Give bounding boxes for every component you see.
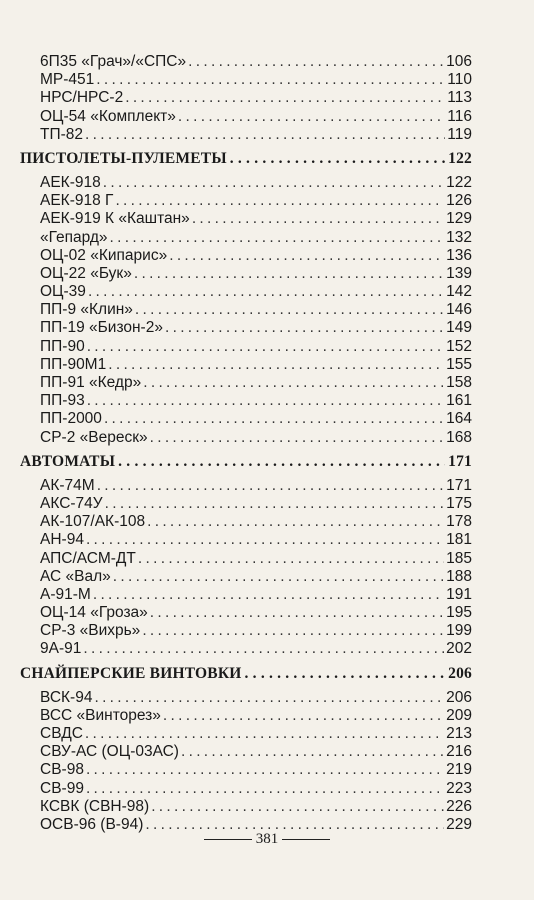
entry-title: ПП-91 «Кедр» [40,374,142,391]
entry-title: ОЦ-39 [40,283,86,301]
page-ref: 185 [446,549,472,567]
toc-entry [40,531,472,549]
page-ref: 206 [446,688,472,706]
dot-leader [135,301,444,319]
section-title: АВТОМАТЫ [20,452,116,470]
toc-entry [40,89,472,107]
page-ref: 206 [448,664,472,682]
dot-leader [142,622,444,640]
toc-entry [40,689,472,707]
dot-leader [151,798,444,816]
dot-leader [108,356,444,374]
dot-leader [85,126,445,144]
toc-entry [40,392,472,410]
entry-title: ОЦ-14 «Гроза» [40,604,148,622]
toc-entry [40,550,472,568]
page-ref: 119 [447,125,472,143]
section-title: ПИСТОЛЕТЫ-ПУЛЕМЕТЫ [20,149,227,167]
entry-title: ПП-90М1 [40,355,107,373]
page-ref: 178 [446,513,472,531]
page-ref: 171 [448,452,472,470]
dot-leader [86,780,444,798]
page-ref: 132 [446,228,472,246]
page-number: 381 [255,831,279,847]
footer-rule-left [204,839,252,840]
entry-title: ПП-2000 [40,410,102,428]
toc-entry [40,410,472,428]
toc-entry [40,174,472,192]
dot-leader [163,707,444,725]
toc-entry [40,265,472,283]
entry-title: ОЦ-22 «Бук» [40,264,132,282]
dot-leader [178,108,445,126]
entry-title: ОЦ-54 «Комплект» [40,107,176,125]
entry-title: НРС/НРС-2 [40,89,124,107]
entry-title: 6П35 «Грач»/«СПС» [40,53,187,70]
page-ref: 199 [446,622,472,640]
page-ref: 158 [446,374,472,391]
dot-leader [85,725,444,743]
toc-entry [40,338,472,356]
dot-leader [110,229,445,247]
entry-title: 9А-91 [40,640,82,658]
dot-leader [83,640,444,658]
toc-entry [40,319,472,337]
page-ref: 181 [446,531,472,549]
dot-leader [143,374,444,392]
entry-title: А-91-М [40,585,91,603]
entry-title: СР-3 «Вихрь» [40,622,141,640]
page-ref: 126 [446,192,472,210]
page-ref: 223 [446,779,472,797]
page-ref: 226 [446,797,472,815]
page-ref: 195 [446,604,472,622]
dot-leader [181,743,444,761]
entry-title: ВСС «Винторез» [40,706,161,724]
dot-leader [118,447,445,477]
dot-leader [150,429,445,447]
entry-title: СВ-98 [40,761,84,779]
page-ref: 229 [446,815,472,833]
entry-title: ТП-82 [40,125,84,143]
toc-section-heading [20,144,472,174]
entry-title: КСВК (СВН-98) [40,797,150,815]
dot-leader [103,174,444,192]
entry-title: СР-2 «Вереск» [40,428,148,446]
dot-leader [245,659,446,689]
toc-entry [40,707,472,725]
page-ref: 106 [446,53,472,70]
toc-entry [40,53,472,71]
toc-entry [40,586,472,604]
toc-entry [40,192,472,210]
toc-entry [40,513,472,531]
toc-entry [40,229,472,247]
toc-entry [40,210,472,228]
page-ref: 129 [446,210,472,228]
dot-leader [165,319,444,337]
entry-title: АК-107/АК-108 [40,513,146,531]
entry-title: АК-74М [40,476,95,494]
page-ref: 139 [446,264,472,282]
page-ref: 213 [446,725,472,742]
dot-leader [147,513,444,531]
page-ref: 202 [446,640,472,658]
entry-title: «Гепард» [40,228,108,246]
dot-leader [169,247,444,265]
page-ref: 164 [446,410,472,428]
dot-leader [150,604,444,622]
dot-leader [86,531,444,549]
toc-entry [40,725,472,743]
page-ref: 110 [447,71,472,89]
toc-entry [40,71,472,89]
toc-entry [40,761,472,779]
toc-entry [40,301,472,319]
page-ref: 122 [446,173,472,191]
toc-entry [40,374,472,392]
dot-leader [104,410,444,428]
toc-section-heading [20,447,472,477]
page-ref: 155 [446,355,472,373]
page-ref: 142 [446,283,472,301]
toc-entry [40,798,472,816]
table-of-contents [20,53,472,834]
toc-entry [40,568,472,586]
page-ref: 113 [447,89,472,107]
toc-entry [40,780,472,798]
page-footer [0,831,534,848]
dot-leader [105,495,444,513]
dot-leader [134,265,444,283]
page-ref: 175 [446,494,472,512]
page-ref: 219 [446,761,472,779]
section-title: СНАЙПЕРСКИЕ ВИНТОВКИ [20,664,242,682]
toc-entry [40,108,472,126]
page-ref: 171 [446,476,472,494]
entry-title: АЕК-919 К «Каштан» [40,210,190,228]
entry-title: СВУ-АС (ОЦ-03АС) [40,743,179,761]
toc-entry [40,743,472,761]
page-ref: 116 [447,107,472,125]
dot-leader [96,71,445,89]
entry-title: АН-94 [40,531,84,549]
entry-title: ПП-90 [40,337,85,355]
entry-title: ОЦ-02 «Кипарис» [40,246,168,264]
footer-rule-right [282,839,330,840]
dot-leader [94,689,444,707]
dot-leader [87,392,444,410]
dot-leader [192,210,444,228]
entry-title: АПС/АСМ-ДТ [40,549,136,567]
toc-entry [40,126,472,144]
page-ref: 188 [446,567,472,585]
entry-title: АС «Вал» [40,567,111,585]
toc-entry [40,604,472,622]
entry-title: ПП-93 [40,392,85,410]
entry-title: ВСК-94 [40,688,93,706]
entry-title: АЕК-918 [40,173,101,191]
dot-leader [93,586,444,604]
page-ref: 152 [446,337,472,355]
entry-title: СВДС [40,725,83,742]
dot-leader [138,550,444,568]
toc-entry [40,640,472,658]
entry-title: ПП-19 «Бизон-2» [40,319,163,337]
page-ref: 161 [446,392,472,410]
toc-entry [40,247,472,265]
dot-leader [125,89,445,107]
dot-leader [88,283,444,301]
page-ref: 136 [446,246,472,264]
page-ref: 122 [448,149,472,167]
dot-leader [97,477,444,495]
page-ref: 216 [446,743,472,761]
page-ref: 191 [446,585,472,603]
entry-title: ПП-9 «Клин» [40,301,133,319]
page-ref: 149 [446,319,472,337]
toc-entry [40,622,472,640]
entry-title: АЕК-918 Г [40,192,114,210]
toc-entry [40,356,472,374]
page-ref: 209 [446,706,472,724]
toc-entry [40,429,472,447]
entry-title: ОСВ-96 (В-94) [40,815,144,833]
dot-leader [188,53,444,71]
page-ref: 168 [446,428,472,446]
toc-section-heading [20,659,472,689]
dot-leader [230,144,445,174]
toc-entry [40,477,472,495]
toc-entry [40,283,472,301]
toc-entry [40,495,472,513]
dot-leader [87,338,444,356]
dot-leader [113,568,444,586]
dot-leader [115,192,444,210]
entry-title: СВ-99 [40,779,84,797]
entry-title: АКС-74У [40,494,103,512]
dot-leader [86,761,444,779]
page-ref: 146 [446,301,472,319]
entry-title: МР-451 [40,71,95,89]
